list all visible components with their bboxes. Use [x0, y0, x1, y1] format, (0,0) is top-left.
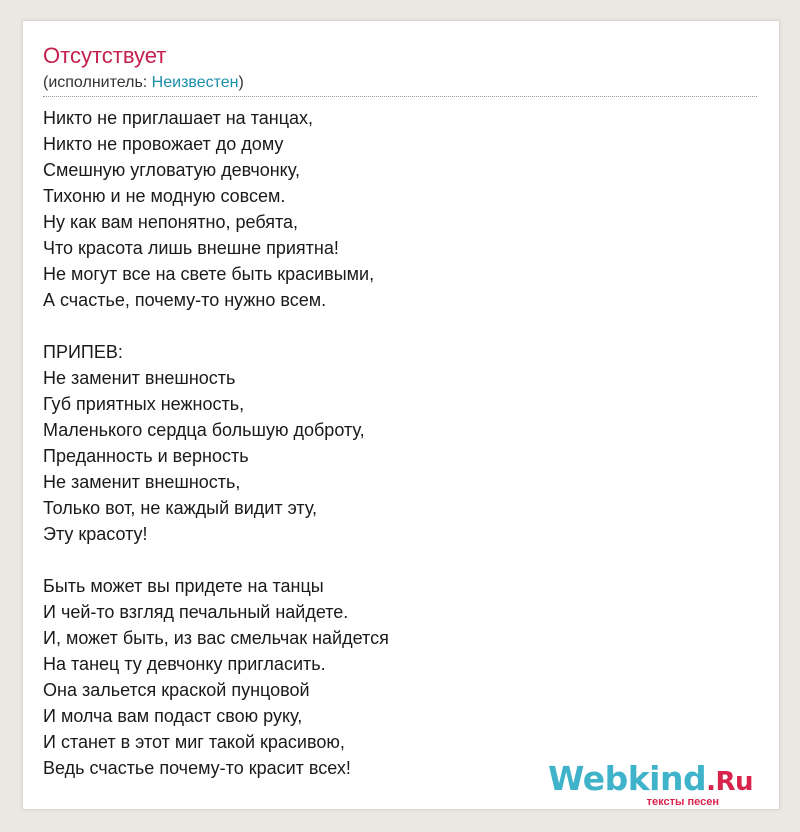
- lyric-line: Губ приятных нежность,: [43, 394, 245, 414]
- lyric-line: Что красота лишь внешне приятна!: [43, 238, 339, 258]
- lyric-line: И чей-то взгляд печальный найдете.: [43, 602, 349, 622]
- lyric-line: И, может быть, из вас смельчак найдется: [43, 628, 389, 648]
- song-title: Отсутствует: [43, 43, 167, 68]
- lyric-line: И молча вам подаст свою руку,: [43, 706, 303, 726]
- lyric-line: Не могут все на свете быть красивыми,: [43, 264, 375, 284]
- lyric-line: ПРИПЕВ:: [43, 342, 123, 362]
- performer-suffix: ): [238, 74, 244, 91]
- lyric-line: И станет в этот миг такой красивою,: [43, 732, 345, 752]
- lyric-line: Не заменит внешность,: [43, 472, 241, 492]
- lyric-line: А счастье, почему-то нужно всем.: [43, 290, 327, 310]
- logo-domain: .Ru: [706, 767, 753, 797]
- lyric-line: Преданность и верность: [43, 446, 249, 466]
- performer-line: [43, 73, 244, 93]
- lyric-line: Маленького сердца большую доброту,: [43, 420, 365, 440]
- logo-wordmark: [548, 761, 753, 800]
- lyric-line: Тихоню и не модную совсем.: [43, 186, 286, 206]
- lyrics-stanza: [43, 105, 389, 313]
- lyric-line: Не заменит внешность: [43, 368, 236, 388]
- lyric-line: Никто не провожает до дому: [43, 134, 284, 154]
- logo-name: Webkind: [547, 759, 707, 798]
- lyrics-card: [22, 20, 780, 810]
- performer-link[interactable]: Неизвестен: [151, 74, 239, 91]
- lyrics-stanza: [43, 339, 389, 547]
- performer-prefix: (исполнитель:: [43, 74, 152, 91]
- lyric-line: Эту красоту!: [43, 524, 148, 544]
- title-divider: [43, 96, 757, 97]
- logo-subtitle: тексты песен: [646, 796, 719, 808]
- lyric-line: Смешную угловатую девчонку,: [43, 160, 300, 180]
- lyric-line: Только вот, не каждый видит эту,: [43, 498, 318, 518]
- lyrics-text: [43, 105, 389, 807]
- lyric-line: Ну как вам непонятно, ребята,: [43, 212, 299, 232]
- lyric-line: На танец ту девчонку пригласить.: [43, 654, 326, 674]
- lyric-line: Быть может вы придете на танцы: [43, 576, 324, 596]
- lyric-line: Ведь счастье почему-то красит всех!: [43, 758, 351, 778]
- lyric-line: Никто не приглашает на танцах,: [43, 108, 314, 128]
- lyrics-stanza: [43, 573, 389, 781]
- site-logo[interactable]: [548, 761, 753, 808]
- lyric-line: Она зальется краской пунцовой: [43, 680, 310, 700]
